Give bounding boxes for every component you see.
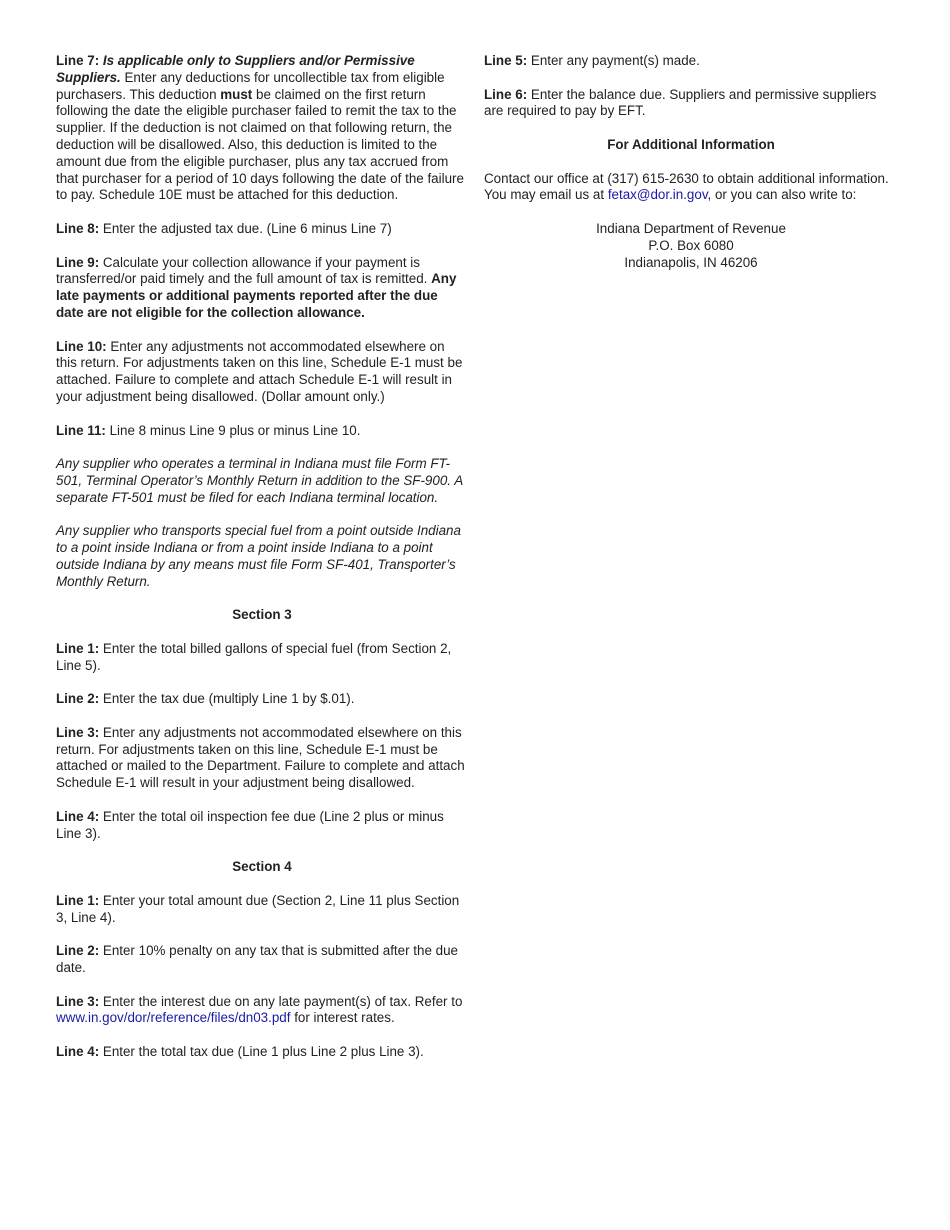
interest-rates-link[interactable]: www.in.gov/dor/reference/files/dn03.pdf <box>56 1010 291 1026</box>
line7-label: Line 7: <box>56 53 100 68</box>
line9-paragraph <box>56 255 468 322</box>
line8-label: Line 8: <box>56 220 100 236</box>
s4-line2-text: Enter 10% penalty on any tax that is submitted after the due date. <box>56 943 458 976</box>
left-column <box>56 53 468 1078</box>
s4-line2-label: Line 2: <box>56 943 100 959</box>
s4-line3-text: Enter the interest due on any late payment(s) of tax. Refer to <box>102 993 463 1009</box>
line11-label: Line 11: <box>56 422 106 438</box>
s3-line3-text: Enter any adjustments not accommodated elsewhere on this return. For adjustments taken on this line, Schedule E-1 must be attached or mailed to the Department. Failure to complete and attach Schedule E-1 will result in your adjustment being disallowed. <box>56 724 465 791</box>
line6-label: Line 6: <box>484 86 528 102</box>
s3-line3-paragraph <box>56 725 468 792</box>
line7-paragraph <box>56 53 468 204</box>
contact-text-1: Contact our office at (317) 615-2630 to obtain additional information. You may email us at <box>484 170 889 203</box>
line9-bold-note: Any late payments or additional payments reported after the due date are not eligible for the collection allowance. <box>56 271 457 320</box>
section3-heading: Section 3 <box>232 607 292 623</box>
line6-text: Enter the balance due. Suppliers and permissive suppliers are required to pay by EFT. <box>484 86 877 119</box>
s3-line4-label: Line 4: <box>56 808 100 824</box>
s4-line3-after: for interest rates. <box>294 1010 395 1026</box>
line9-text: Calculate your collection allowance if your payment is transferred/or paid timely and the full amount of tax is remitted. <box>56 254 428 287</box>
line5-text: Enter any payment(s) made. <box>530 53 700 68</box>
line8-text: Enter the adjusted tax due. (Line 6 minus Line 7) <box>102 220 392 236</box>
s3-line2-label: Line 2: <box>56 691 100 707</box>
additional-info-heading: For Additional Information <box>607 136 775 152</box>
s3-line2-text: Enter the tax due (multiply Line 1 by $.01). <box>102 691 355 707</box>
line5-label: Line 5: <box>484 53 528 68</box>
s4-line3-paragraph <box>56 994 468 1028</box>
s3-line1-text: Enter the total billed gallons of special fuel (from Section 2, Line 5). <box>56 640 452 673</box>
s4-line4-text: Enter the total tax due (Line 1 plus Line 2 plus Line 3). <box>102 1044 424 1060</box>
contact-text-2: , or you can also write to: <box>707 187 857 203</box>
line10-text: Enter any adjustments not accommodated elsewhere on this return. For adjustments taken on this line, Schedule E-1 must be attached. Failure to complete and attach Schedule E-1 will result in your adjustment being disallowed. (Dollar amount only.) <box>56 338 463 404</box>
s4-line1-label: Line 1: <box>56 892 100 908</box>
s4-line3-label: Line 3: <box>56 993 100 1009</box>
transporter-note: Any supplier who transports special fuel from a point outside Indiana to a point inside Indiana or from a point inside Indiana to a point outside Indiana by any means must file Form SF-401, Transporter’s Monthly Return. <box>56 523 461 589</box>
line5-paragraph <box>484 53 898 70</box>
s4-line1-text: Enter your total amount due (Section 2, Line 11 plus Section 3, Line 4). <box>56 892 460 925</box>
line7-must: must <box>220 86 253 102</box>
address-name: Indiana Department of Revenue <box>596 220 786 236</box>
s3-line1-paragraph <box>56 641 468 675</box>
s4-line4-label: Line 4: <box>56 1044 100 1060</box>
line7-text-2: be claimed on the first return following the date the eligible purchaser failed to remit the tax to the supplier. If the deduction is not claimed on that following return, the deduction will be disallowed. Also, this deduction is limited to the amount due from the eligible purchaser, plus any tax accrued from that purchaser for a period of 10 days following the date of the failure to pay. Schedule 10E must be attached for this deduction. <box>56 86 464 203</box>
line6-paragraph <box>484 87 898 121</box>
terminal-operator-note: Any supplier who operates a terminal in Indiana must file Form FT-501, Terminal Operator’s Monthly Return in addition to the SF-900. A separate FT-501 must be filed for each Indiana terminal location. <box>56 456 463 505</box>
line7-emphasis: Is applicable only to Suppliers and/or Permissive Suppliers. <box>56 53 415 85</box>
address-city: Indianapolis, IN 46206 <box>624 254 758 270</box>
s4-line4-paragraph <box>56 1044 468 1061</box>
line10-label: Line 10: <box>56 338 107 354</box>
s3-line4-paragraph <box>56 809 468 843</box>
s3-line1-label: Line 1: <box>56 640 100 656</box>
s4-line2-paragraph <box>56 943 468 977</box>
line10-paragraph <box>56 339 468 406</box>
line7-text-1: Enter any deductions for uncollectible tax from eligible purchasers. This deduction <box>56 69 445 102</box>
section4-heading: Section 4 <box>232 859 292 875</box>
s3-line4-text: Enter the total oil inspection fee due (Line 2 plus or minus Line 3). <box>56 808 444 841</box>
s3-line2-paragraph <box>56 691 468 708</box>
line11-paragraph <box>56 423 468 440</box>
s4-line1-paragraph <box>56 893 468 927</box>
address-po-box: P.O. Box 6080 <box>648 237 734 253</box>
email-link[interactable]: fetax@dor.in.gov <box>607 187 708 203</box>
line8-paragraph <box>56 221 468 238</box>
line11-text: Line 8 minus Line 9 plus or minus Line 10. <box>109 422 361 438</box>
contact-paragraph <box>484 171 898 205</box>
s3-line3-label: Line 3: <box>56 724 100 740</box>
line9-label: Line 9: <box>56 254 100 270</box>
right-column <box>484 53 898 271</box>
